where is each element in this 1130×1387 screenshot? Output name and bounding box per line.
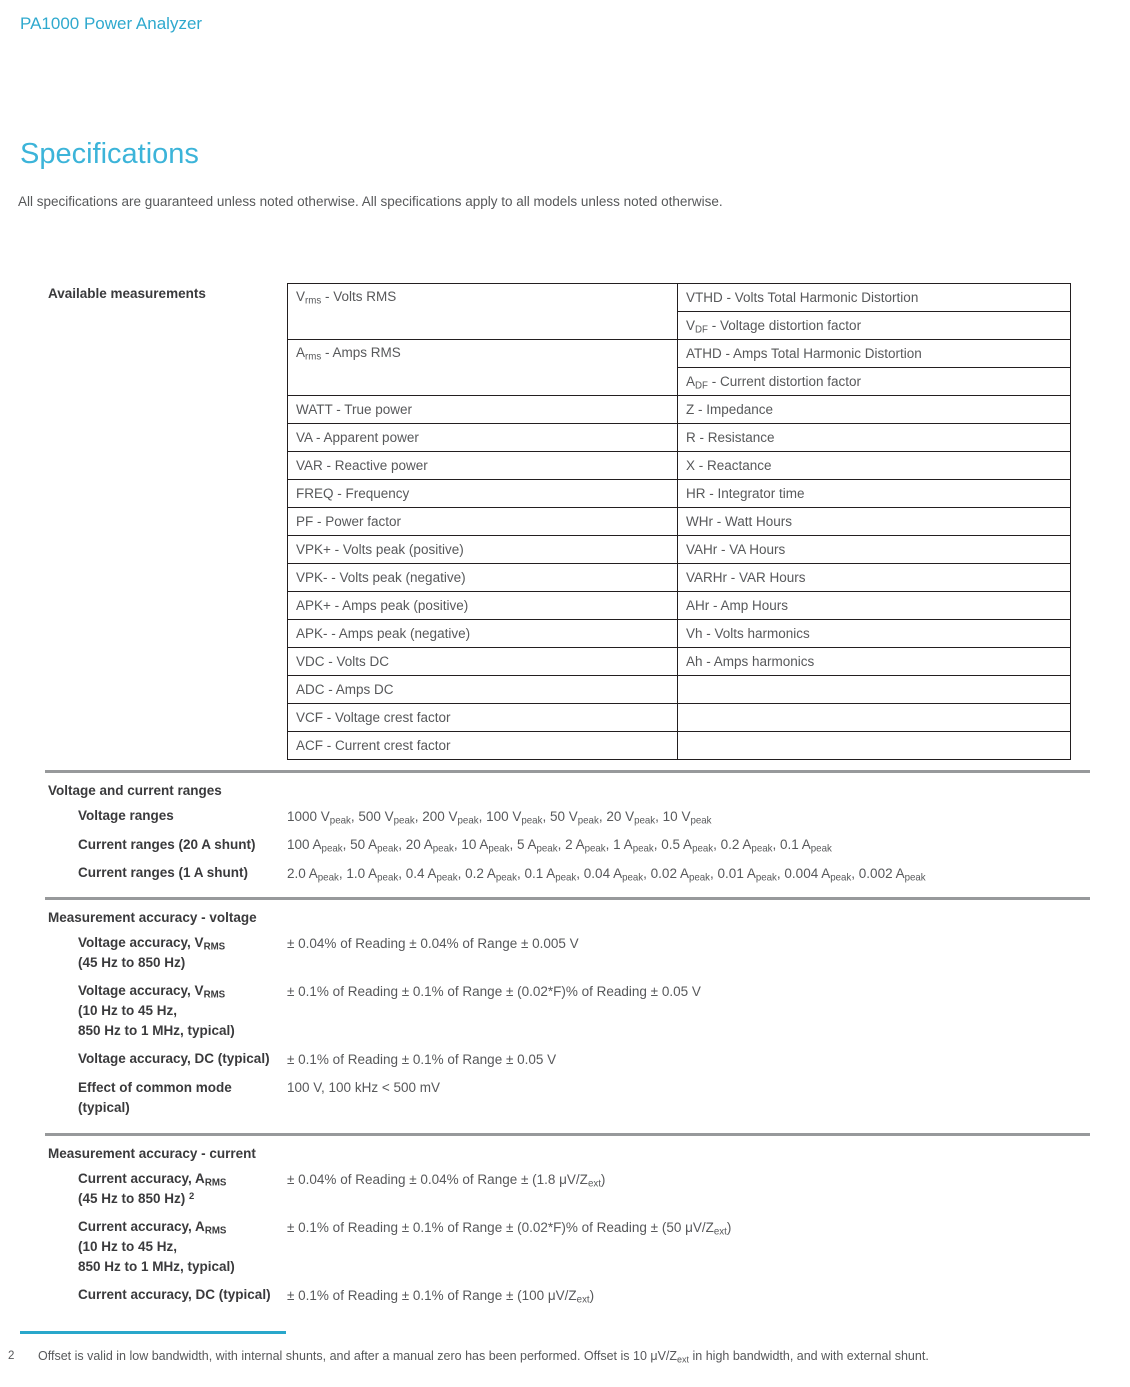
measurement-cell: Z - Impedance xyxy=(678,396,1071,424)
footnote xyxy=(8,1349,1118,1363)
measurement-cell: VTHD - Volts Total Harmonic Distortion xyxy=(678,284,1071,312)
section-divider xyxy=(45,897,1090,900)
measurement-cell: VAR - Reactive power xyxy=(288,452,678,480)
measurement-cell: Ah - Amps harmonics xyxy=(678,648,1071,676)
spec-row xyxy=(45,1217,1090,1277)
section-measurement-accuracy-current xyxy=(45,1133,1090,1306)
footnote-divider xyxy=(20,1331,286,1334)
spec-label: Current accuracy, $A_{RMS}$ (10 Hz to 45 Hz, 850 Hz to 1 MHz, typical) xyxy=(78,1219,235,1274)
spec-label: Voltage accuracy, $V_{RMS}$ (10 Hz to 45 Hz, 850 Hz to 1 MHz, typical) xyxy=(78,983,235,1038)
table-row xyxy=(288,396,1071,424)
table-row xyxy=(288,592,1071,620)
spec-value: 100 $A_{peak}$, 50 $A_{peak}$, 20 $A_{peak}$, 10 $A_{peak}$, 5 $A_{peak}$, 2 $A_{peak}$, 1 $A_{peak}$, 0.5 $A_{peak}$, 0.2 $A_{peak}$, 0.1 $A_{peak}$ xyxy=(287,837,832,855)
table-row xyxy=(288,732,1071,760)
spec-label: Voltage accuracy, DC (typical) xyxy=(78,1051,270,1066)
table-row xyxy=(288,480,1071,508)
table-row xyxy=(288,452,1071,480)
measurement-cell: X - Reactance xyxy=(678,452,1071,480)
section-voltage-current-ranges xyxy=(45,770,1090,884)
measurement-cell: HR - Integrator time xyxy=(678,480,1071,508)
measurement-cell: WATT - True power xyxy=(288,396,678,424)
measurements-table xyxy=(287,283,1071,760)
measurement-cell: $V_{rms}$ - Volts RMS xyxy=(288,284,678,340)
doc-title: PA1000 Power Analyzer xyxy=(20,14,203,33)
measurement-cell: APK+ - Amps peak (positive) xyxy=(288,592,678,620)
table-row xyxy=(288,704,1071,732)
table-row xyxy=(288,424,1071,452)
spec-row xyxy=(45,1078,1090,1118)
measurement-cell: VPK+ - Volts peak (positive) xyxy=(288,536,678,564)
spec-row xyxy=(45,806,1090,827)
measurement-cell xyxy=(678,676,1071,704)
measurement-cell: VA - Apparent power xyxy=(288,424,678,452)
table-row xyxy=(288,340,1071,368)
spec-value: ± 0.04% of Reading ± 0.04% of Range ± (1.8 $\mu V/Z_{ext}$) xyxy=(287,1171,606,1189)
table-row xyxy=(288,676,1071,704)
spec-value: 2.0 $A_{peak}$, 1.0 $A_{peak}$, 0.4 $A_{peak}$, 0.2 $A_{peak}$, 0.1 $A_{peak}$, 0.04 $A_{peak}$, 0.02 $A_{peak}$, 0.01 $A_{peak}$, 0.004 $A_{peak}$, 0.002 $A_{peak}$ xyxy=(287,865,926,883)
measurement-cell: ATHD - Amps Total Harmonic Distortion xyxy=(678,340,1071,368)
spec-label: Current accuracy, DC (typical) xyxy=(78,1287,271,1302)
spec-row xyxy=(45,1049,1090,1070)
intro-text: All specifications are guaranteed unless noted otherwise. All specifications apply to all models unless noted otherwise. xyxy=(18,194,723,209)
table-row xyxy=(288,620,1071,648)
measurement-cell: FREQ - Frequency xyxy=(288,480,678,508)
measurement-cell: $A_{DF}$ - Current distortion factor xyxy=(678,368,1071,396)
section-divider xyxy=(45,770,1090,773)
measurement-cell: $A_{rms}$ - Amps RMS xyxy=(288,340,678,396)
page-title: Specifications xyxy=(20,138,199,170)
measurement-cell: ADC - Amps DC xyxy=(288,676,678,704)
measurement-cell: R - Resistance xyxy=(678,424,1071,452)
measurement-cell: PF - Power factor xyxy=(288,508,678,536)
table-row xyxy=(288,564,1071,592)
spec-value: 1000 $V_{peak}$, 500 $V_{peak}$, 200 $V_{peak}$, 100 $V_{peak}$, 50 $V_{peak}$, 20 $V_{peak}$, 10 $V_{peak}$ xyxy=(287,808,712,826)
spec-value: ± 0.1% of Reading ± 0.1% of Range ± 0.05 V xyxy=(287,1051,557,1067)
table-row xyxy=(288,648,1071,676)
spec-value: 100 V, 100 kHz < 500 mV xyxy=(287,1080,440,1095)
measurement-cell xyxy=(678,732,1071,760)
spec-row xyxy=(45,863,1090,884)
section-measurement-accuracy-voltage xyxy=(45,897,1090,1118)
table-row xyxy=(288,508,1071,536)
section-divider xyxy=(45,1133,1090,1136)
measurement-cell: AHr - Amp Hours xyxy=(678,592,1071,620)
spec-label: Voltage ranges xyxy=(78,808,174,823)
spec-row xyxy=(45,933,1090,973)
measurement-cell: ACF - Current crest factor xyxy=(288,732,678,760)
spec-value: ± 0.1% of Reading ± 0.1% of Range ± (0.02*F)% of Reading ± 0.05 V xyxy=(287,983,701,999)
measurement-cell: WHr - Watt Hours xyxy=(678,508,1071,536)
spec-label: Effect of common mode (typical) xyxy=(78,1079,232,1115)
measurement-cell: VARHr - VAR Hours xyxy=(678,564,1071,592)
table-row xyxy=(288,284,1071,312)
table-row xyxy=(288,536,1071,564)
section-heading: Measurement accuracy - current xyxy=(48,1146,256,1161)
spec-label: Current ranges (1 A shunt) xyxy=(78,865,249,880)
footnote-text: Offset is valid in low bandwidth, with internal shunts, and after a manual zero has been performed. Offset is 10 $\mu V/Z_{ext}$ in high bandwidth, and with external shunt. xyxy=(38,1349,929,1365)
measurement-cell: VAHr - VA Hours xyxy=(678,536,1071,564)
measurement-cell: VPK- - Volts peak (negative) xyxy=(288,564,678,592)
spec-row xyxy=(45,1285,1090,1306)
footnote-marker: 2 xyxy=(8,1350,15,1362)
measurement-cell: Vh - Volts harmonics xyxy=(678,620,1071,648)
measurement-cell: VCF - Voltage crest factor xyxy=(288,704,678,732)
spec-row xyxy=(45,1169,1090,1209)
spec-value: ± 0.04% of Reading ± 0.04% of Range ± 0.005 V xyxy=(287,935,579,951)
spec-row xyxy=(45,981,1090,1041)
spec-label: Current ranges (20 A shunt) xyxy=(78,836,256,852)
section-heading: Voltage and current ranges xyxy=(48,783,222,798)
measurement-cell: VDC - Volts DC xyxy=(288,648,678,676)
spec-row xyxy=(45,835,1090,856)
measurement-cell xyxy=(678,704,1071,732)
spec-value: ± 0.1% of Reading ± 0.1% of Range ± (100 $\mu V/Z_{ext}$) xyxy=(287,1287,595,1305)
measurement-cell: $V_{DF}$ - Voltage distortion factor xyxy=(678,312,1071,340)
spec-label: Voltage accuracy, $V_{RMS}$ (45 Hz to 850 Hz) xyxy=(78,935,226,970)
available-measurements-label: Available measurements xyxy=(48,286,206,301)
section-heading: Measurement accuracy - voltage xyxy=(48,910,257,925)
spec-label: Current accuracy, $A_{RMS}$ (45 Hz to 850 Hz) $^2$ xyxy=(78,1171,227,1206)
measurement-cell: APK- - Amps peak (negative) xyxy=(288,620,678,648)
spec-value: ± 0.1% of Reading ± 0.1% of Range ± (0.02*F)% of Reading ± (50 $\mu V/Z_{ext}$) xyxy=(287,1219,732,1237)
